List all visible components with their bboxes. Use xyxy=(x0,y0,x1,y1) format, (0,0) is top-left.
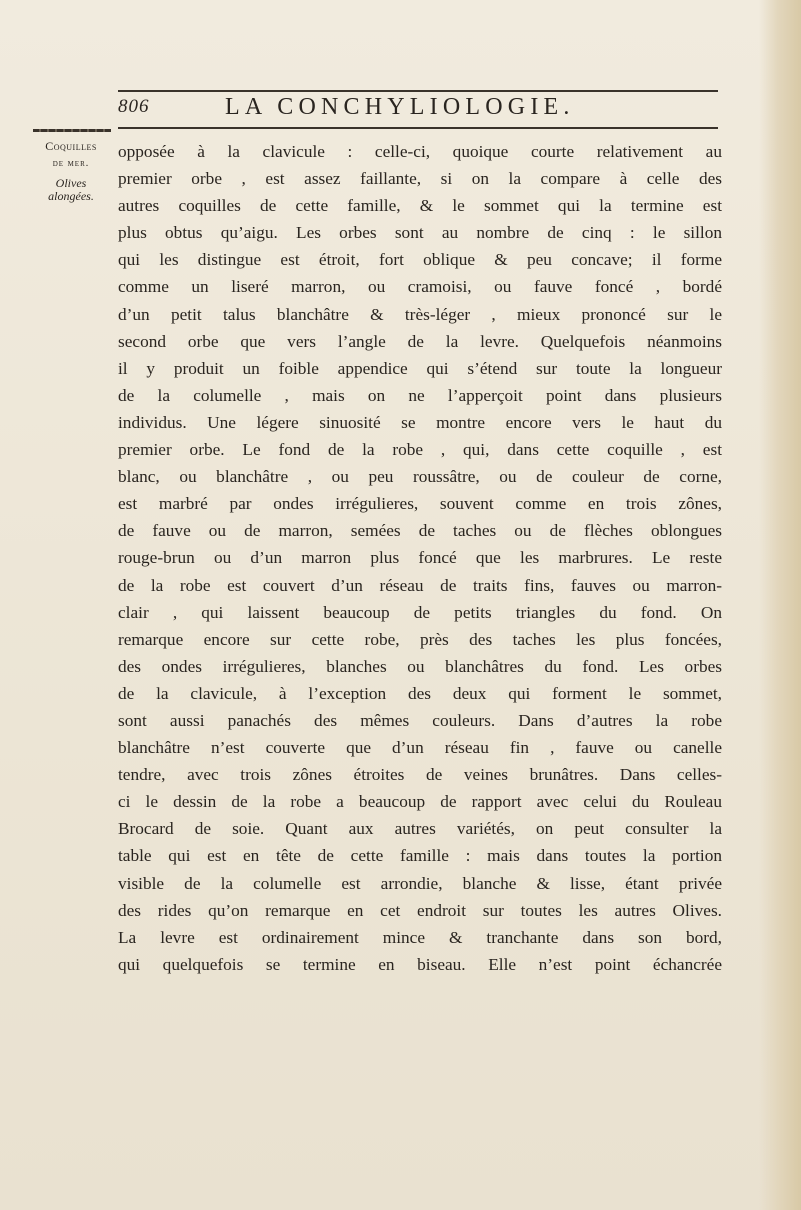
text-line: tendre, avec trois zônes étroites de veines brunâtres. Dans celles- xyxy=(118,765,722,785)
text-line: clair , qui laissent beaucoup de petits triangles du fond. On xyxy=(118,602,722,622)
text-line: de fauve ou de marron, semées de taches ou de flèches oblongues xyxy=(118,521,722,541)
body-text xyxy=(118,138,722,978)
page-number: 806 xyxy=(118,96,150,117)
text-line: blanchâtre n’est couverte que d’un réseau fin , fauve ou canelle xyxy=(118,738,722,758)
page-header xyxy=(118,94,718,128)
text-line: autres coquilles de cette famille, & le sommet qui la termine est xyxy=(118,196,722,216)
header-rule-top xyxy=(118,90,718,92)
page-edge-shadow xyxy=(759,0,801,1210)
text-line: de la columelle , mais on ne l’apperçoit point dans plusieurs xyxy=(118,385,722,405)
text-line: visible de la columelle est arrondie, blanche & lisse, étant privée xyxy=(118,873,722,893)
text-line: premier orbe , est assez faillante, si on la compare à celle des xyxy=(118,169,722,189)
text-line: sont aussi panachés des mêmes couleurs. Dans d’autres la robe xyxy=(118,710,722,730)
text-line: est marbré par ondes irrégulieres, souvent comme en trois zônes, xyxy=(118,494,722,514)
text-line: des rides qu’on remarque en cet endroit sur toutes les autres Olives. xyxy=(118,900,722,920)
text-line: second orbe que vers l’angle de la levre. Quelquefois néanmoins xyxy=(118,331,722,351)
text-line: rouge-brun ou d’un marron plus foncé que les marbrures. Le reste xyxy=(118,548,722,568)
margin-italic-line2: alongées. xyxy=(48,188,94,203)
text-line: des ondes irrégulieres, blanches ou blanchâtres du fond. Les orbes xyxy=(118,656,722,676)
margin-italic-line1: Olives xyxy=(55,176,87,191)
text-line: individus. Une légere sinuosité se montre encore vers le haut du xyxy=(118,412,722,432)
text-line: La levre est ordinairement mince & tranchante dans son bord, xyxy=(118,927,722,947)
text-line: de la robe est couvert d’un réseau de traits fins, fauves ou marron- xyxy=(118,575,722,595)
text-line: il y produit un foible appendice qui s’étend sur toute la longueur xyxy=(118,358,722,378)
margin-subheading: de mer. xyxy=(52,157,90,169)
text-line: qui les distingue est étroit, fort oblique & peu concave; il forme xyxy=(118,250,722,270)
text-line: table qui est en tête de cette famille : mais dans toutes la portion xyxy=(118,846,722,866)
text-line: de la clavicule, à l’exception des deux qui forment le sommet, xyxy=(118,683,722,703)
header-rule-bottom xyxy=(118,127,718,129)
text-line: ci le dessin de la robe a beaucoup de rapport avec celui du Rouleau xyxy=(118,792,722,812)
text-line: premier orbe. Le fond de la robe , qui, dans cette coquille , est xyxy=(118,440,722,460)
text-line: d’un petit talus blanchâtre & très-léger , mieux prononcé sur le xyxy=(118,304,722,324)
text-line: remarque encore sur cette robe, près des taches les plus foncées, xyxy=(118,629,722,649)
text-line: comme un liseré marron, ou cramoisi, ou fauve foncé , bordé xyxy=(118,277,722,297)
text-line: qui quelquefois se termine en biseau. Elle n’est point échancrée xyxy=(118,954,722,974)
text-line: Brocard de soie. Quant aux autres variétés, on peut consulter la xyxy=(118,819,722,839)
margin-heading: Coquilles xyxy=(45,139,97,153)
running-title: LA CONCHYLIOLOGIE. xyxy=(225,94,575,120)
margin-rule xyxy=(33,129,111,132)
margin-note xyxy=(28,140,114,202)
text-line: plus obtus qu’aigu. Les orbes sont au nombre de cinq : le sillon xyxy=(118,223,722,243)
text-line: opposée à la clavicule : celle-ci, quoique courte relativement au xyxy=(118,142,722,161)
text-line: blanc, ou blanchâtre , ou peu roussâtre, ou de couleur de corne, xyxy=(118,467,722,487)
